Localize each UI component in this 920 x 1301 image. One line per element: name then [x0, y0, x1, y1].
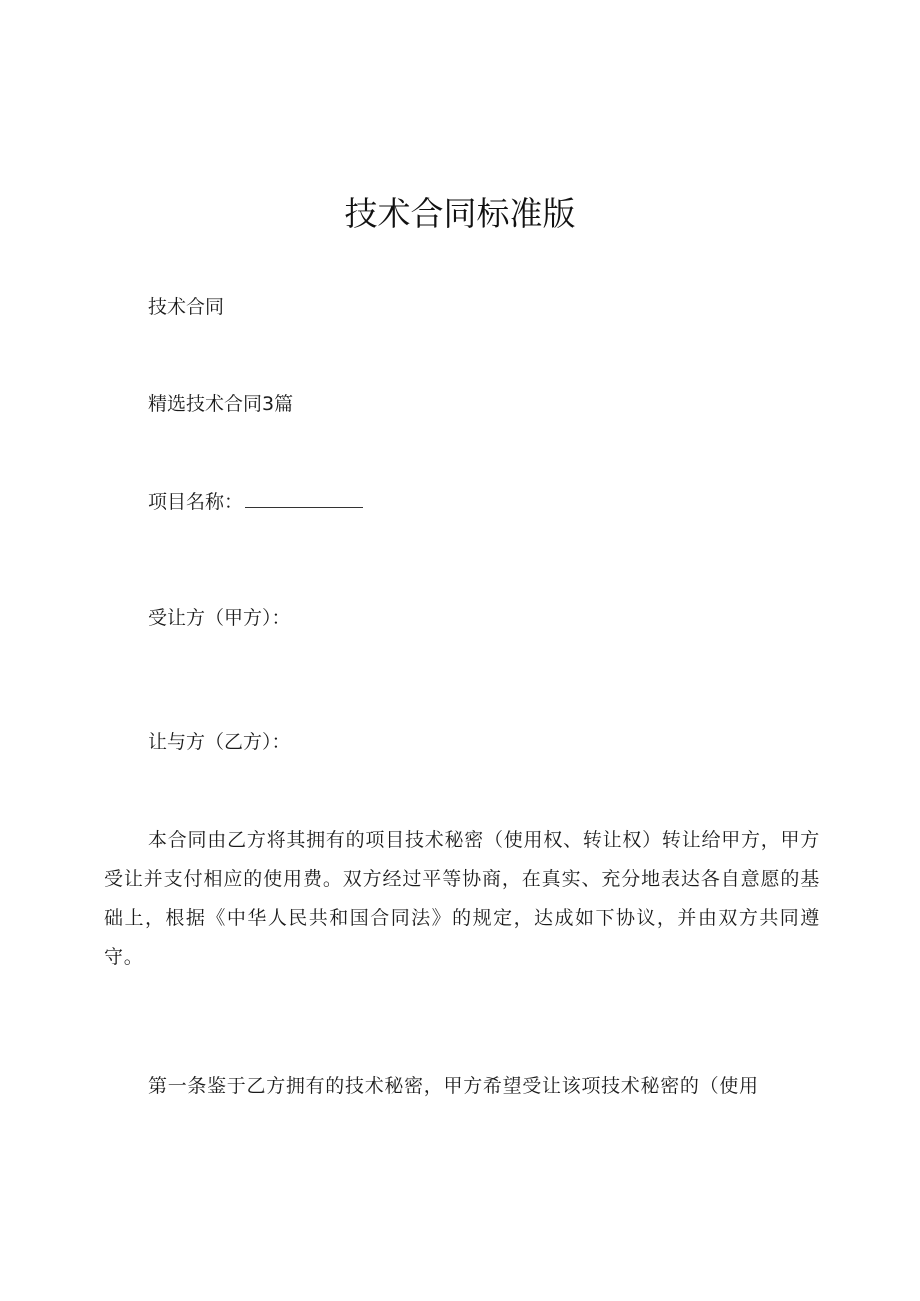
article-one-paragraph: 第一条鉴于乙方拥有的技术秘密，甲方希望受让该项技术秘密的（使用 — [148, 1075, 759, 1097]
project-name-label: 项目名称： — [148, 491, 244, 513]
intro-paragraph: 本合同由乙方将其拥有的项目技术秘密（使用权、转让权）转让给甲方，甲方受让并支付相应的使用费。双方经过平等协商，在真实、充分地表达各自意愿的基础上，根据《中华人民共和国合同法》的规定，达成如下协议，并由双方共同遵守。 — [104, 829, 820, 968]
project-name-row — [148, 487, 363, 515]
contract-heading: 技术合同 — [148, 296, 225, 318]
transferee-label: 受让方（甲方）： — [148, 607, 291, 629]
project-name-blank[interactable] — [245, 487, 363, 508]
transferor-label: 让与方（乙方）： — [148, 731, 291, 753]
document-title: 技术合同标准版 — [344, 194, 576, 233]
collection-title: 精选技术合同3篇 — [148, 393, 294, 415]
